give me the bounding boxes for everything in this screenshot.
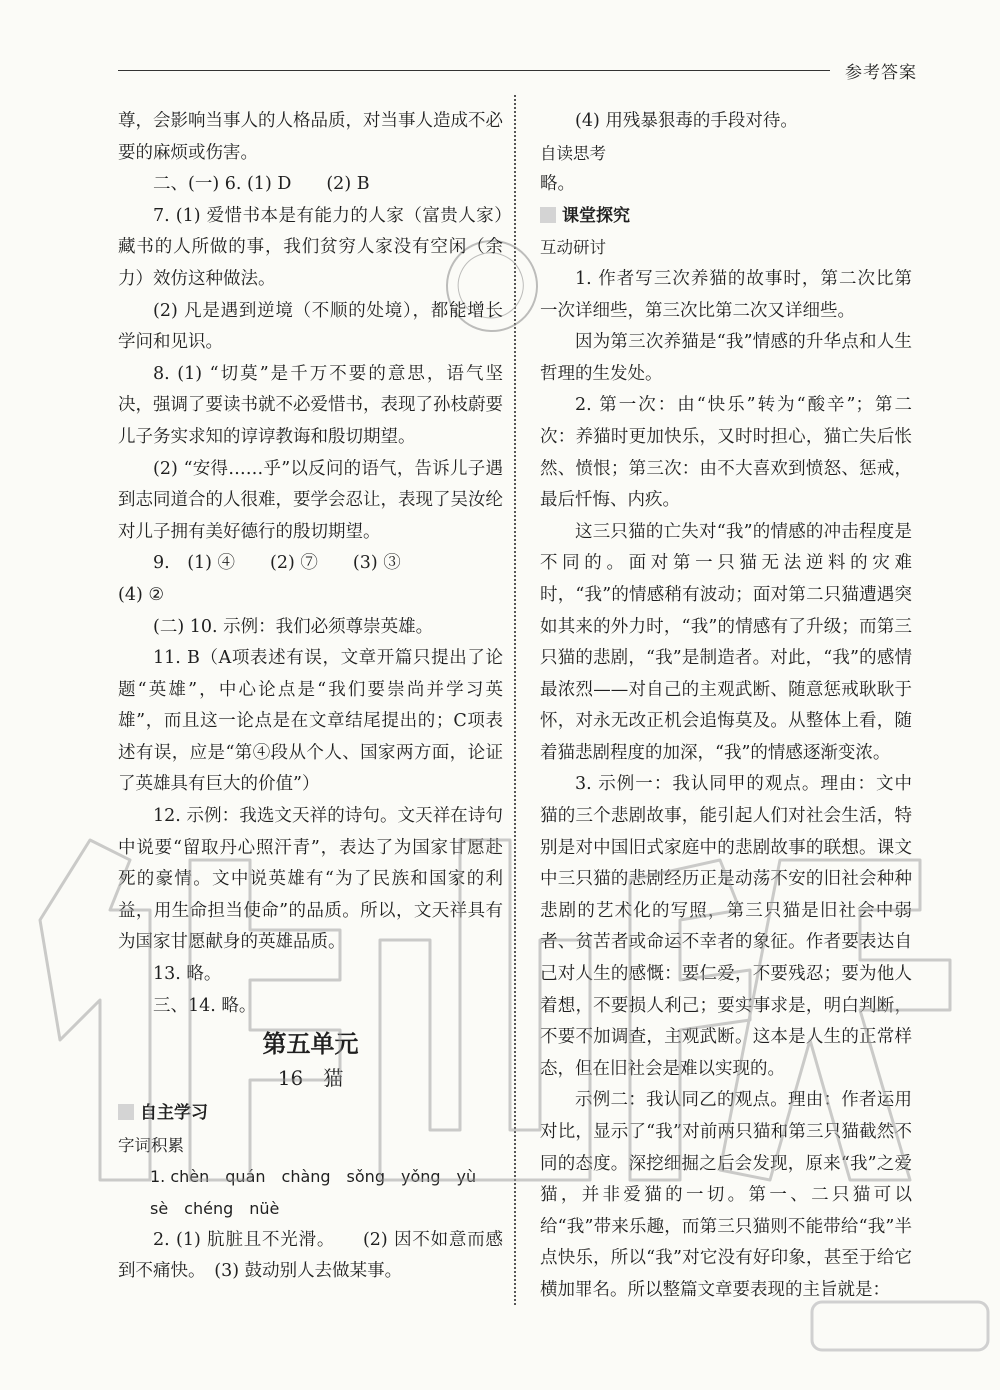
left-answer-paragraph: 二、(一) 6. (1) D (2) B (153, 174, 370, 195)
left-tail-answer-paragraph: 2. (1) 肮脏且不光滑。 (2) 因不如意而感到不痛快。 (3) 鼓动别人去做某事。 (118, 1229, 503, 1282)
left-answer-paragraph: 11. B（A项表述有误，文章开篇只提出了论题“英雄”，中心论点是“我们要崇尚并学习英雄”，而且这一论点是在文章结尾提出的；C项表述有误，应是“第④段从个人、国家两方面，论证了英雄具有巨大的价值”） (118, 648, 503, 795)
page-header-title: 参考答案 (845, 63, 917, 83)
left-answer-paragraph: 13. 略。 (153, 964, 222, 985)
right-answer-paragraph: 这三只猫的亡失对“我”的情感的冲击程度是不同的。面对第一只猫无法逆料的灾难时，“我”的情感稍有波动；面对第二只猫遭遇突如其来的外力时，“我”的情感有了升级；而第三只猫的悲剧，“我”是制造者。对此，“我”的感情最浓烈——对自己的主观武断、随意惩戒耿耿于怀，对永无改正机会追悔莫及。从整体上看，随着猫悲剧程度的加深，“我”的情感逐渐变浓。 (540, 521, 912, 763)
right-answer-paragraph: 因为第三次养猫是“我”情感的升华点和人生哲理的生发处。 (540, 332, 912, 384)
header-rule (118, 70, 830, 71)
right-answer-paragraph: 1. 作者写三次养猫的故事时，第二次比第一次详细些，第三次比第二次又详细些。 (540, 268, 912, 321)
section-marker-icon (118, 1104, 134, 1120)
left-paragraphs (118, 106, 503, 1022)
left-answer-paragraph: (二) 10. 示例：我们必须尊崇英雄。 (153, 616, 434, 637)
right-answer-paragraph: 示例二：我认同乙的观点。理由：作者运用对比，显示了“我”对前两只猫和第三只猫截然不同的态度。深挖细掘之后会发现，原来“我”之爱猫，并非爱猫的一切。第一、二只猫可以给“我”带来乐趣，而第三只猫则不能带给“我”半点快乐，所以“我”对它没有好印象，甚至于给它横加罪名。所以整篇文章要表现的主旨就是： (540, 1090, 912, 1300)
right-column (540, 106, 912, 1307)
site-logo (802, 1300, 998, 1386)
self-reading-answer: 略。 (540, 174, 575, 195)
left-column (118, 106, 503, 1288)
logo-badge-icon (802, 1300, 998, 1386)
section-class-exploration: 课堂探究 (540, 201, 912, 233)
lesson-title: 16 猫 (277, 1066, 344, 1091)
subsection-interactive: 互动研讨 (540, 238, 606, 258)
pinyin-answers-line-1: 1. chèn quán chàng sǒng yǒng yù (150, 1167, 477, 1187)
left-answer-paragraph: (2) “安得……乎”以反问的语气，告诉儿子遇到志同道合的人很难，要学会忍让，表现了吴汝纶对儿子拥有美好德行的殷切期望。 (118, 458, 503, 542)
left-answer-paragraph: 三、14. 略。 (153, 995, 257, 1016)
right-top-paragraphs (540, 106, 912, 138)
left-answer-paragraph: (2) 凡是遇到逆境（不顺的处境），都能增长学问和见识。 (118, 300, 503, 353)
pinyin-answers-line-2: sè chéng nüè (150, 1199, 280, 1218)
left-tail-paragraphs (118, 1225, 503, 1288)
section-marker-icon (540, 207, 556, 223)
left-answer-paragraph: 8. (1) “切莫”是千万不要的意思，语气坚决，强调了要读书就不必爱惜书，表现了孙枝蔚要儿子务实求知的谆谆教诲和殷切期望。 (118, 363, 503, 447)
subsection-self-reading: 自读思考 (540, 143, 606, 163)
left-answer-paragraph: 7. (1) 爱惜书本是有能力的人家（富贵人家）藏书的人所做的事，我们贫穷人家没有空闲（余力）效仿这种做法。 (118, 205, 503, 289)
right-top-answer-paragraph: (4) 用残暴狠毒的手段对待。 (575, 111, 798, 131)
section-self-study: 自主学习 (118, 1098, 503, 1130)
right-paragraphs (540, 264, 912, 1307)
left-answer-paragraph: 尊，会影响当事人的人格品质，对当事人造成不必要的麻烦或伤害。 (118, 111, 503, 163)
left-answer-paragraph: (4) ② (118, 584, 165, 605)
unit-title: 第五单元 (262, 1029, 359, 1059)
left-answer-paragraph: 9. (1) ④ (2) ⑦ (3) ③ (153, 553, 401, 574)
right-answer-paragraph: 2. 第一次：由“快乐”转为“酸辛”；第二次：养猫时更加快乐，又时时担心，猫亡失后怅然、愤恨；第三次：由不大喜欢到愤怒、惩戒，最后忏悔、内疚。 (540, 395, 912, 511)
right-answer-paragraph: 3. 示例一：我认同甲的观点。理由：文中猫的三个悲剧故事，能引起人们对社会生活，特别是对中国旧式家庭中的悲剧故事的联想。课文中三只猫的悲剧经历正是动荡不安的旧社会种种悲剧的艺术化的写照，第三只猫是旧社会中弱者、贫苦者或命运不幸者的象征。作者要表达自己对人生的感慨：要仁爱，不要残忍；要为他人着想，不要损人利己；要实事求是，明白判断，不要不加调查，主观武断。这本是人生的正常样态，但在旧社会是难以实现的。 (540, 774, 912, 1079)
subsection-word-bank: 字词积累 (118, 1135, 184, 1155)
left-answer-paragraph: 12. 示例：我选文天祥的诗句。文天祥在诗句中说要“留取丹心照汗青”，表达了为国家甘愿赴死的豪情。文中说英雄有“为了民族和国家的利益，用生命担当使命”的品质。所以，文天祥具有为国家甘愿献身的英雄品质。 (118, 806, 503, 953)
